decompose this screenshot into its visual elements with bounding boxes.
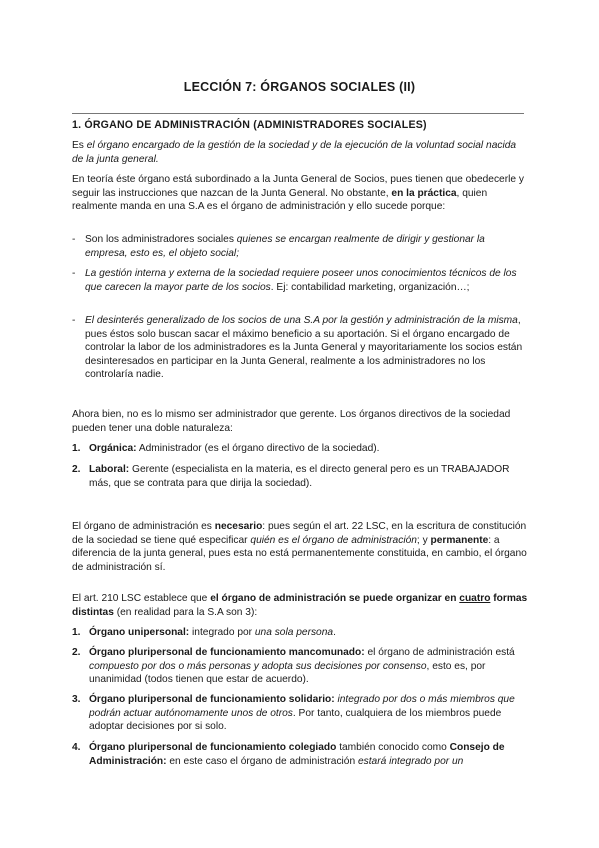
- list-item: 1. Órgano unipersonal: integrado por una sola persona.: [72, 627, 336, 638]
- list-item: 4. Órgano pluripersonal de funcionamiento colegiado también conocido como Consejo de Administración: en este caso el órgano de administración estará integrado por un: [72, 742, 505, 767]
- list-item: 1. Orgánica: Administrador (es el órgano directivo de la sociedad).: [72, 443, 380, 454]
- bullet-marker: -: [72, 268, 76, 279]
- page-title: LECCIÓN 7: ÓRGANOS SOCIALES (II): [183, 80, 416, 94]
- list-item: 2. Laboral: Gerente (especialista en la materia, es el directo general pero es un TRABAJADOR más, que se contrata para que dirija la sociedad).: [72, 464, 510, 489]
- paragraph-gerente: Ahora bien, no es lo mismo ser administrador que gerente. Los órganos directivos de la sociedad pueden tener una doble naturaleza:: [72, 409, 511, 434]
- title-divider: [72, 113, 524, 114]
- list-item: 2. Órgano pluripersonal de funcionamiento mancomunado: el órgano de administración está compuesto por dos o más personas y adopta sus decisiones por consenso, esto es, por unanimidad (todos tienen que estar de acuerdo).: [72, 647, 515, 686]
- bullet-marker: -: [72, 234, 76, 245]
- bullet-item: - El desinterés generalizado de los socios de una S.A por la gestión y administración de la misma, pues éstos solo buscan sacar el máximo beneficio a su aportación. Si el órgano encargado de controlar la labor de los administradores es la Junta General y mayoritariamente los socios están desinteresados en participar en la Junta General, realmente a los administradores no los controlaría nadie.: [72, 315, 523, 381]
- bullet-marker: -: [72, 315, 76, 326]
- paragraph-theory: En teoría éste órgano está subordinado a la Junta General de Socios, pues tienen que obedecerle y seguir las instrucciones que nazcan de la Junta General. No obstante, en la práctica, quien realmente manda en una S.A es el órgano de administración y ello sucede porque:: [72, 174, 524, 213]
- section-heading: 1. ÓRGANO DE ADMINISTRACIÓN (ADMINISTRADORES SOCIALES): [72, 119, 427, 131]
- paragraph-necesario: El órgano de administración es necesario: pues según el art. 22 LSC, en la escritura de constitución de la sociedad se tiene qué especificar quién es el órgano de administración; y permanente: a diferencia de la junta general, pues esta no está permanentemente constituida, en cambio, el órgano de administración sí.: [72, 521, 527, 573]
- list-item: 3. Órgano pluripersonal de funcionamiento solidario: integrado por dos o más miembros que podrán actuar autónomamente unos de otros. Por tanto, cualquiera de los miembros puede adoptar decisiones por si solo.: [72, 694, 515, 733]
- paragraph-definition: Es el órgano encargado de la gestión de la sociedad y de la ejecución de la voluntad social nacida de la junta general.: [72, 140, 517, 165]
- bullet-item: - Son los administradores sociales quienes se encargan realmente de dirigir y gestionar la empresa, esto es, el objeto social;: [72, 234, 485, 259]
- paragraph-art210: El art. 210 LSC establece que el órgano de administración se puede organizar en cuatro formas distintas (en realidad para la S.A son 3):: [72, 593, 528, 618]
- bullet-item: - La gestión interna y externa de la sociedad requiere poseer unos conocimientos técnicos de los que carecen la mayor parte de los socios. Ej: contabilidad marketing, organización…;: [72, 268, 517, 293]
